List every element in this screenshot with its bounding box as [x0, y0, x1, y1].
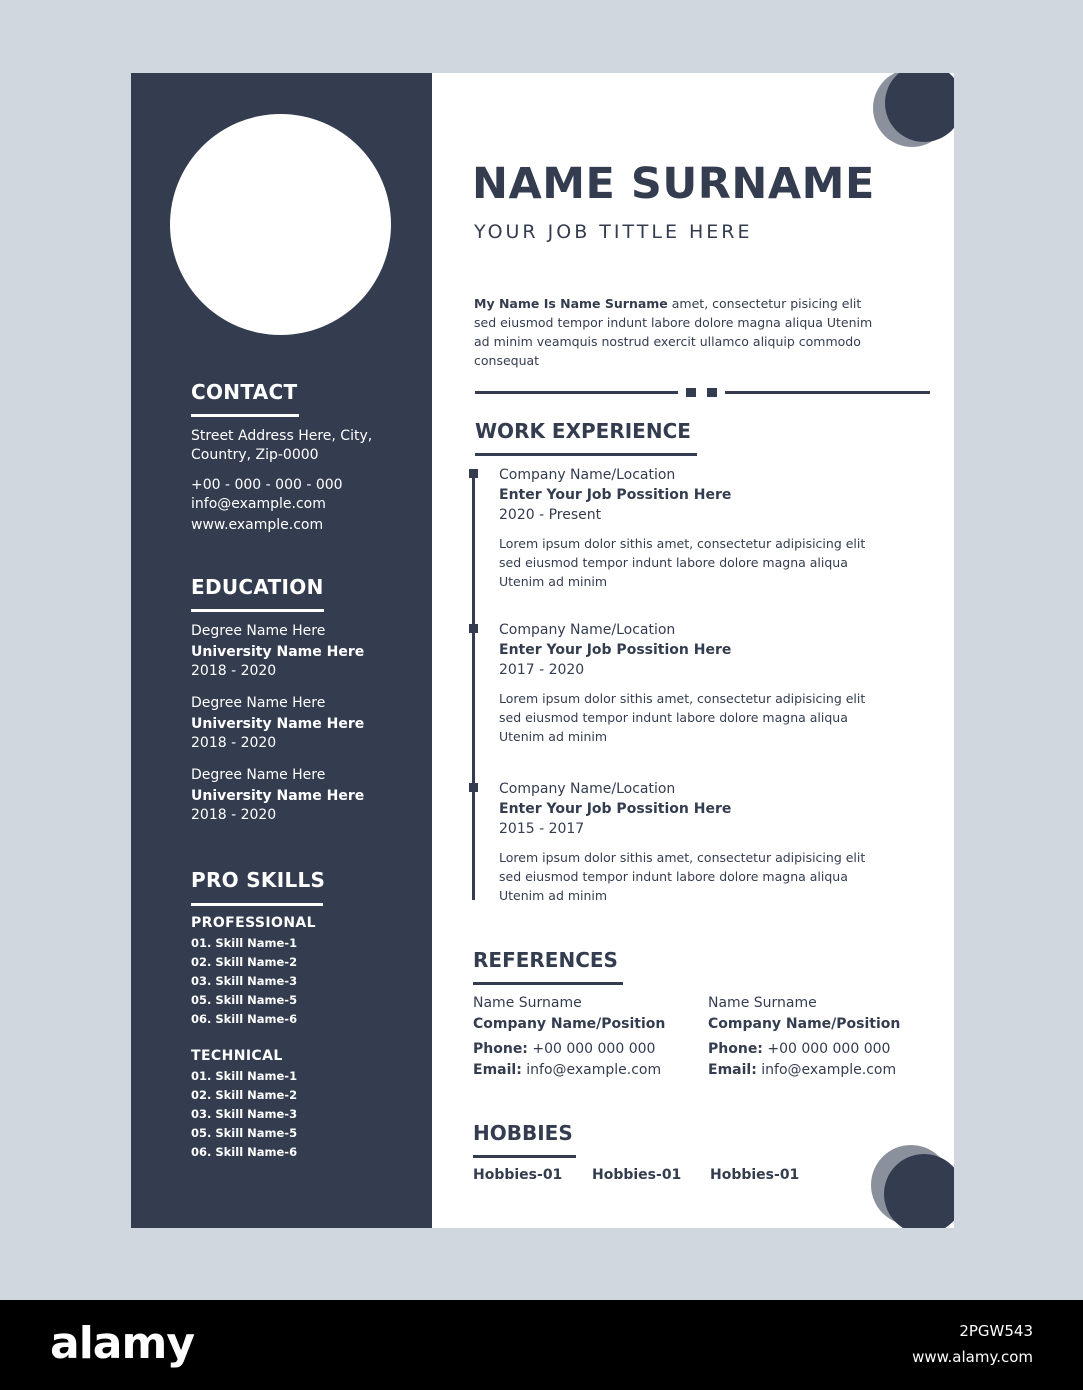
hobby-item: Hobbies-01: [710, 1167, 800, 1183]
sidebar: [131, 73, 432, 1228]
education-university: University Name Here: [191, 716, 365, 732]
section-divider-left: [475, 391, 678, 394]
education-degree: Degree Name Here: [191, 623, 326, 639]
reference-phone: [708, 1039, 948, 1060]
job-description: Lorem ipsum dolor sithis amet, consectetur adipisicing elit sed eiusmod tempor indunt labore dolore magna aliqua Utenim ad minim: [499, 536, 866, 589]
profile-summary: [474, 294, 874, 370]
reference-phone: [473, 1039, 713, 1060]
skill-item: 02. Skill Name-2: [191, 1088, 298, 1102]
hobbies-heading: HOBBIES: [473, 1121, 573, 1145]
phone-value: +00 000 000 000: [527, 1041, 656, 1057]
phone-value: +00 000 000 000: [762, 1041, 891, 1057]
phone-label: Phone:: [473, 1041, 528, 1057]
contact-email: info@example.com: [191, 496, 326, 512]
job-description: Lorem ipsum dolor sithis amet, consectetur adipisicing elit sed eiusmod tempor indunt labore dolore magna aliqua Utenim ad minim: [499, 691, 866, 744]
education-degree: Degree Name Here: [191, 695, 326, 711]
job-position: Enter Your Job Possition Here: [499, 642, 732, 658]
skill-item: 01. Skill Name-1: [191, 1069, 298, 1083]
skill-item: 02. Skill Name-2: [191, 955, 298, 969]
contact-address: [191, 427, 372, 465]
hobby-item: Hobbies-01: [473, 1167, 563, 1183]
section-divider-right: [725, 391, 930, 394]
timeline-marker: [469, 624, 478, 633]
address-line-1: Street Address Here, City,: [191, 428, 373, 444]
job-position: Enter Your Job Possition Here: [499, 801, 732, 817]
bottom-decor-circle: [884, 1154, 954, 1228]
reference-position: Company Name/Position: [708, 1016, 901, 1032]
job-position: Enter Your Job Possition Here: [499, 487, 732, 503]
contact-heading: CONTACT: [191, 380, 298, 404]
reference-name: Name Surname: [708, 995, 817, 1011]
skill-item: 01. Skill Name-1: [191, 936, 298, 950]
contact-details: [191, 476, 343, 535]
skills-underline: [191, 903, 323, 906]
reference-card: [708, 993, 948, 1081]
education-years: 2018 - 2020: [191, 807, 277, 823]
job-entry: [499, 779, 869, 905]
skills-heading: PRO SKILLS: [191, 868, 326, 892]
job-title: YOUR JOB TITTLE HERE: [474, 221, 753, 243]
job-dates: 2017 - 2020: [499, 662, 585, 678]
education-item: [191, 766, 364, 825]
contact-phone: +00 - 000 - 000 - 000: [191, 477, 343, 493]
hobbies-underline: [473, 1155, 576, 1158]
skill-item: 05. Skill Name-5: [191, 1126, 298, 1140]
address-line-2: Country, Zip-0000: [191, 447, 319, 463]
timeline-marker: [469, 469, 478, 478]
skill-item: 06. Skill Name-6: [191, 1145, 298, 1159]
profile-photo-placeholder: [170, 114, 391, 335]
professional-skills-list: [191, 934, 297, 1029]
email-label: Email:: [708, 1062, 757, 1078]
job-entry: [499, 465, 869, 591]
divider-square: [686, 388, 696, 397]
resume-sheet: [131, 73, 954, 1228]
job-dates: 2015 - 2017: [499, 821, 585, 837]
contact-underline: [191, 414, 299, 417]
references-heading: REFERENCES: [473, 948, 618, 972]
skill-item: 05. Skill Name-5: [191, 993, 298, 1007]
references-underline: [473, 982, 623, 985]
reference-card: [473, 993, 713, 1081]
reference-position: Company Name/Position: [473, 1016, 666, 1032]
education-degree: Degree Name Here: [191, 767, 326, 783]
site-url[interactable]: www.alamy.com: [912, 1348, 1033, 1366]
technical-skills-list: [191, 1067, 297, 1162]
job-description: Lorem ipsum dolor sithis amet, consectetur adipisicing elit sed eiusmod tempor indunt labore dolore magna aliqua Utenim ad minim: [499, 850, 866, 903]
footer-banner: [0, 1300, 1083, 1390]
image-id: 2PGW543: [959, 1322, 1033, 1340]
contact-website: www.example.com: [191, 517, 324, 533]
job-company: Company Name/Location: [499, 781, 676, 797]
technical-skills-title: TECHNICAL: [191, 1048, 283, 1064]
timeline-marker: [469, 783, 478, 792]
phone-label: Phone:: [708, 1041, 763, 1057]
email-value: info@example.com: [521, 1062, 662, 1078]
summary-intro: My Name Is Name Surname: [474, 296, 668, 311]
brand-logo: alamy: [50, 1318, 194, 1369]
education-university: University Name Here: [191, 644, 365, 660]
job-company: Company Name/Location: [499, 622, 676, 638]
job-dates: 2020 - Present: [499, 507, 602, 523]
skill-item: 03. Skill Name-3: [191, 974, 298, 988]
reference-name: Name Surname: [473, 995, 582, 1011]
job-company: Company Name/Location: [499, 467, 676, 483]
education-years: 2018 - 2020: [191, 735, 277, 751]
work-experience-underline: [475, 453, 697, 456]
reference-email: [473, 1060, 713, 1081]
email-label: Email:: [473, 1062, 522, 1078]
divider-square: [707, 388, 717, 397]
education-item: [191, 622, 364, 681]
education-item: [191, 694, 364, 753]
education-underline: [191, 609, 324, 612]
job-entry: [499, 620, 869, 746]
education-heading: EDUCATION: [191, 575, 324, 599]
full-name: NAME SURNAME: [472, 159, 875, 209]
skill-item: 06. Skill Name-6: [191, 1012, 298, 1026]
skill-item: 03. Skill Name-3: [191, 1107, 298, 1121]
reference-email: [708, 1060, 948, 1081]
summary-text: amet, consectetur pisicing elit sed eiusmod tempor indunt labore dolore magna aliqua Utenim ad minim veamquis nostrud exercit ullamco aliquip commodo consequat: [474, 296, 873, 368]
email-value: info@example.com: [756, 1062, 897, 1078]
education-university: University Name Here: [191, 788, 365, 804]
work-experience-heading: WORK EXPERIENCE: [475, 419, 691, 443]
education-years: 2018 - 2020: [191, 663, 277, 679]
professional-skills-title: PROFESSIONAL: [191, 915, 316, 931]
hobby-item: Hobbies-01: [592, 1167, 682, 1183]
timeline-line: [472, 472, 475, 900]
